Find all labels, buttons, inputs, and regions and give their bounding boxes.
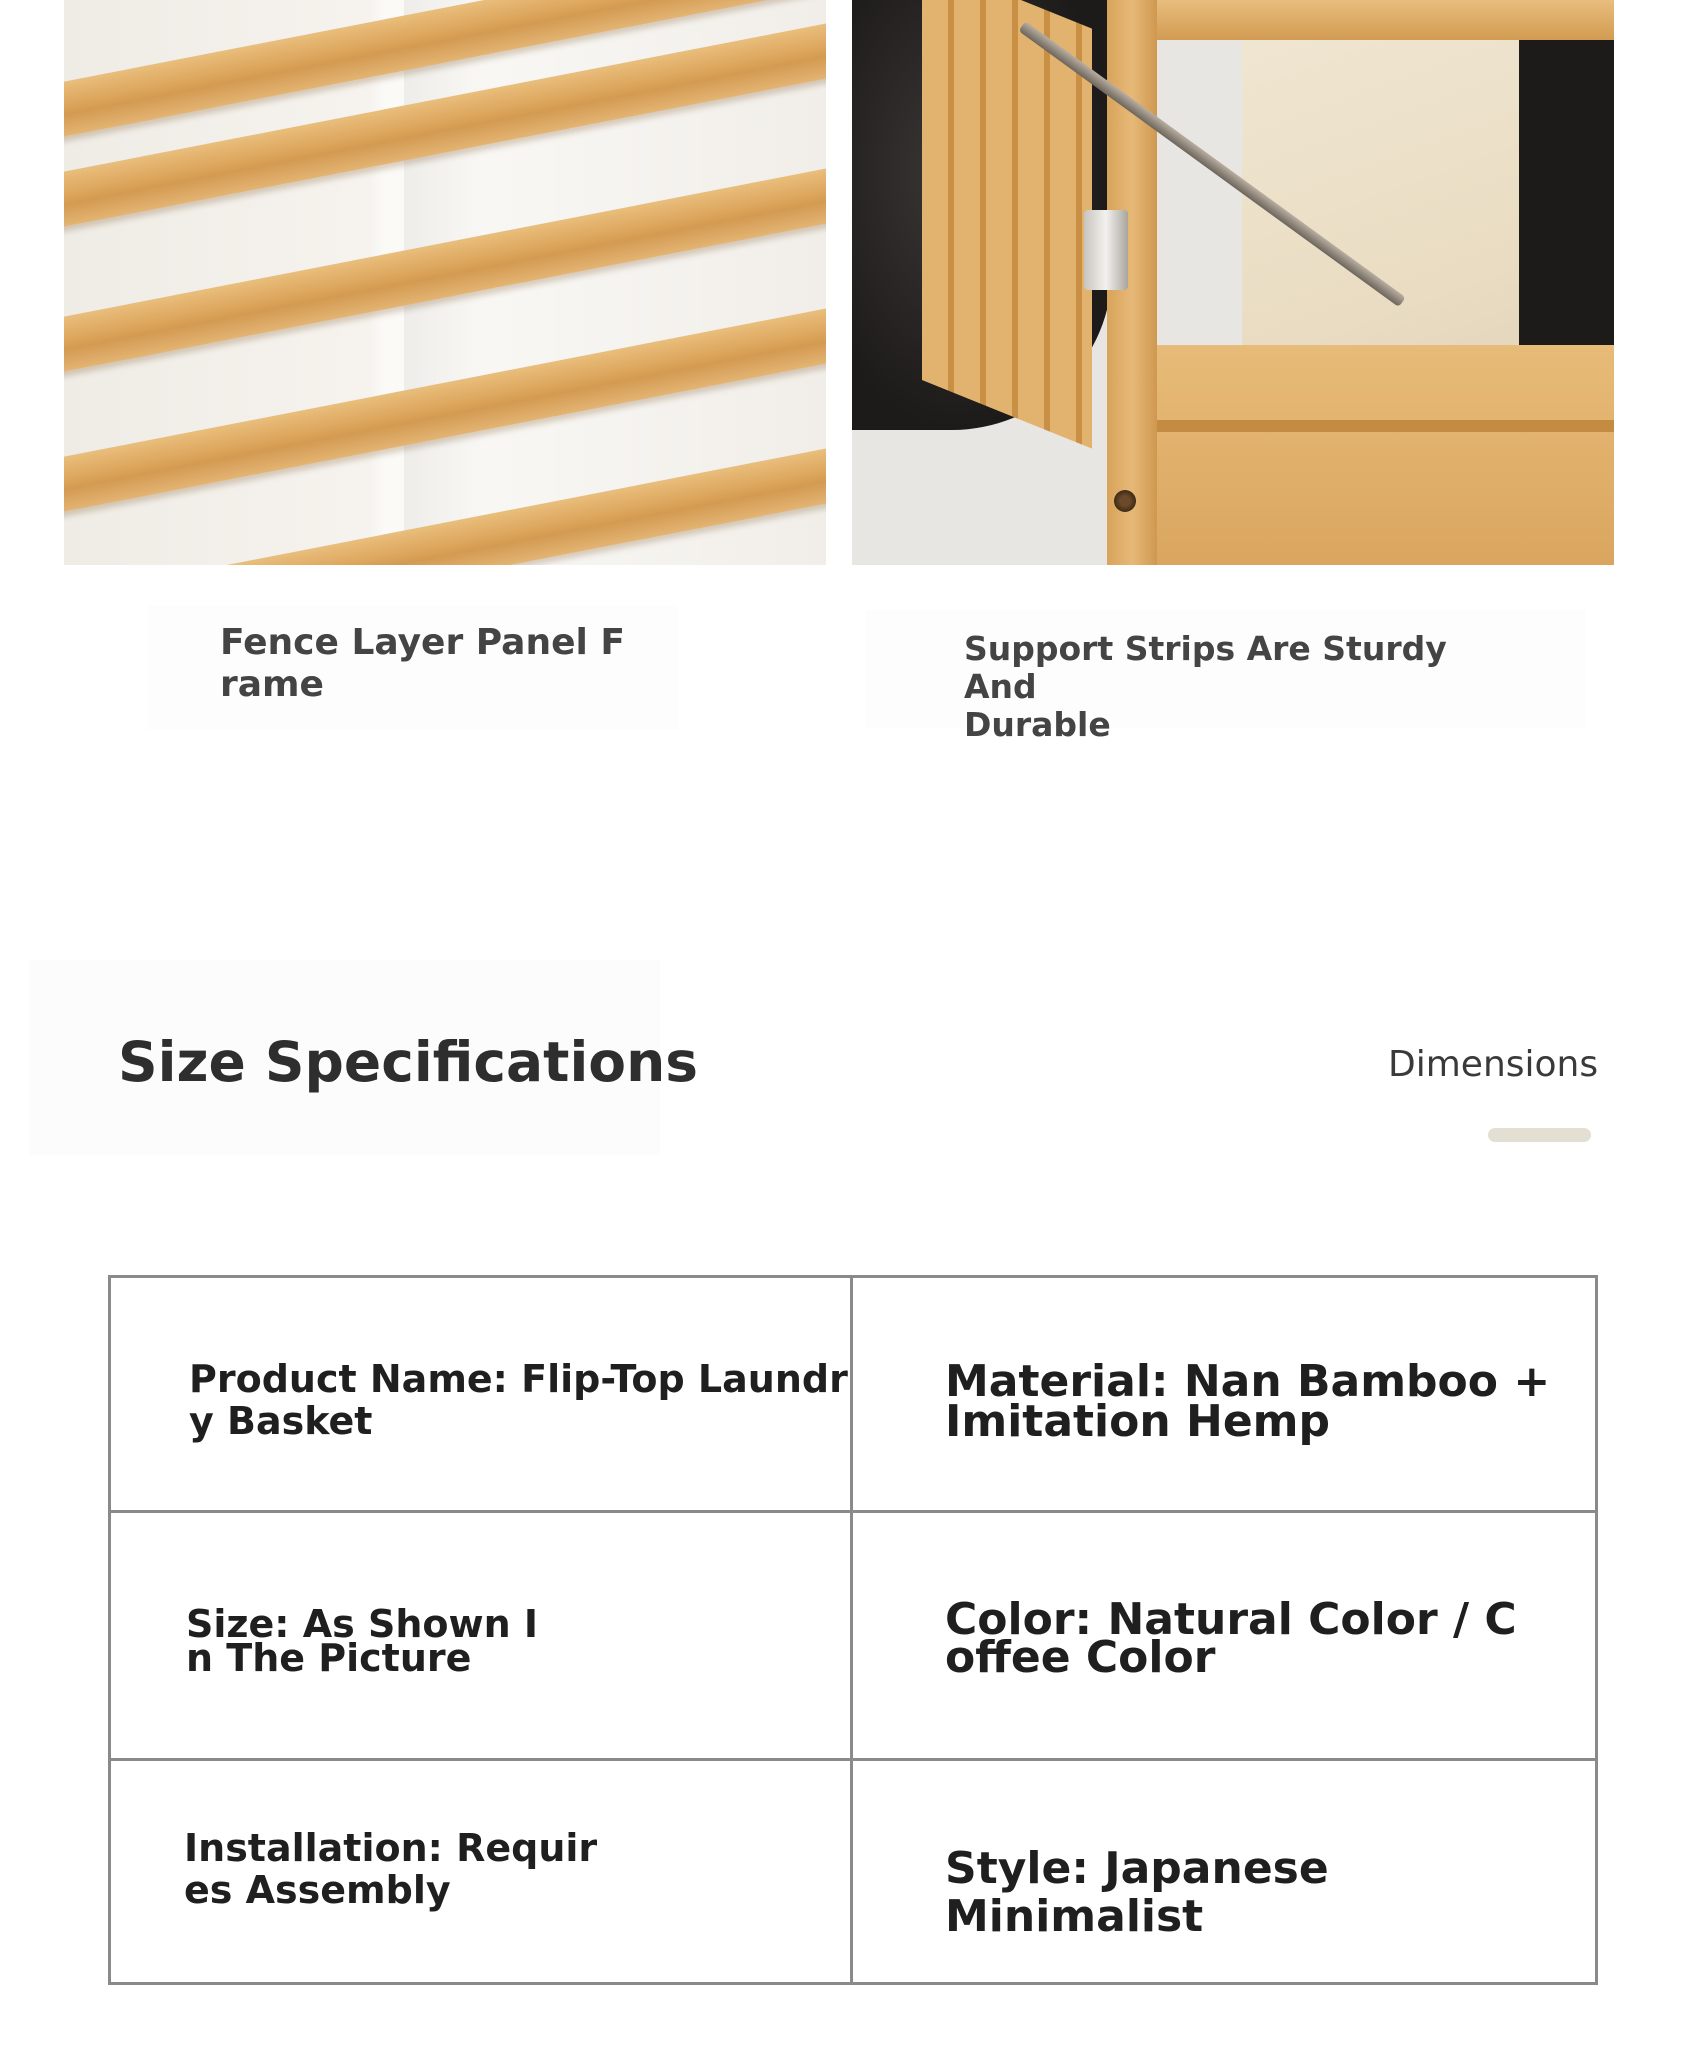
section-title: Size Specifications: [118, 1030, 698, 1094]
spec-installation: Installation: Requir es Assembly: [184, 1826, 598, 1912]
spec-size: Size: As Shown I n The Picture: [186, 1602, 539, 1680]
spec-cell-style: [853, 1761, 1595, 1982]
feature-caption-fence: Fence Layer Panel F rame: [220, 622, 625, 705]
spec-product-name: Product Name: Flip-Top Laundr y Basket: [189, 1357, 848, 1443]
spec-cell-color: [853, 1513, 1595, 1761]
spec-color: Color: Natural Color / C offee Color: [945, 1594, 1517, 1683]
spec-cell-installation: [111, 1761, 853, 1982]
section-accent-bar: [1488, 1128, 1591, 1142]
spec-style: Style: Japanese Minimalist: [945, 1843, 1329, 1942]
spec-cell-product-name: [111, 1278, 853, 1513]
hinge-detail-photo: [852, 0, 1614, 565]
feature-caption-support: Support Strips Are Sturdy And Durable: [964, 629, 1447, 744]
section-subtitle: Dimensions: [1388, 1044, 1599, 1085]
spec-cell-size: [111, 1513, 853, 1761]
spec-material: Material: Nan Bamboo + Imitation Hemp: [945, 1356, 1551, 1447]
spec-cell-material: [853, 1278, 1595, 1513]
spec-table: [108, 1275, 1598, 1985]
bamboo-panel-photo: [64, 0, 826, 565]
